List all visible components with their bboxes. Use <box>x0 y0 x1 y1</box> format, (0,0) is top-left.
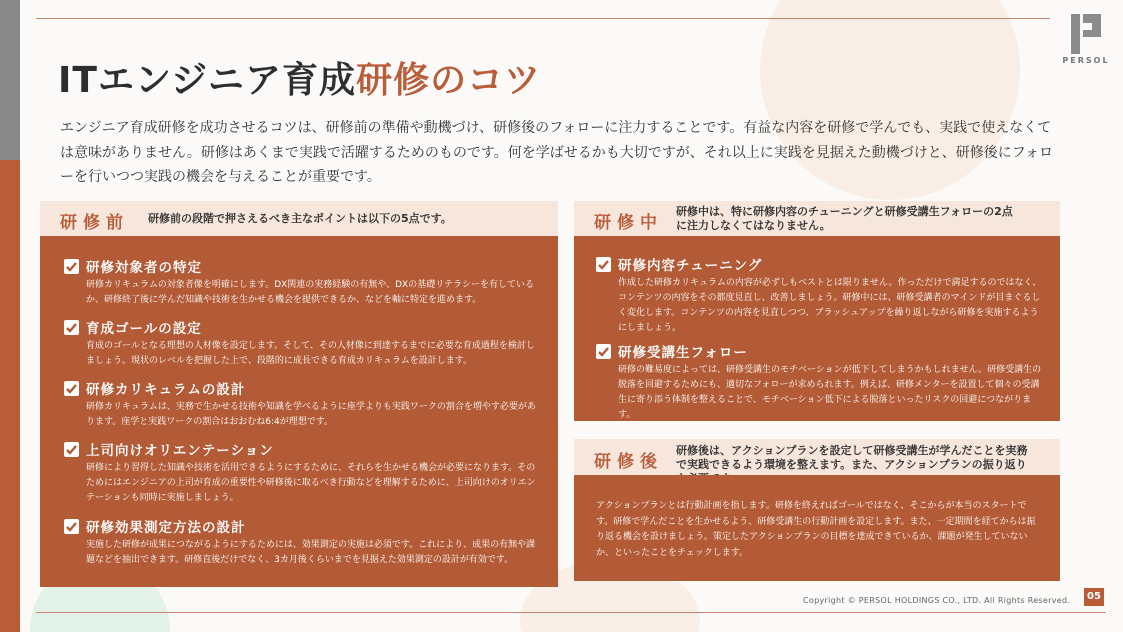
panel-after-header <box>574 439 1060 475</box>
before-item-desc: 研修カリキュラムは、実務で生かせる技術や知識を学べるように座学よりも実践ワークの割合を増やす必要があります。座学と実践ワークの割合はおおむね6:4が理想です。 <box>86 402 536 427</box>
check-icon <box>596 257 611 272</box>
left-accent-bar-orange <box>0 160 20 632</box>
before-item-title: 研修カリキュラムの設計 <box>86 382 246 398</box>
panel-after-body <box>574 475 1060 581</box>
panel-during-header-text: 研修中は、特に研修内容のチューニングと研修受講生フォローの2点に注力しなくてはなりません。 <box>676 205 1013 232</box>
left-accent-bar-gray <box>0 0 20 160</box>
check-icon <box>64 381 79 396</box>
copyright: Copyright © PERSOL HOLDINGS CO., LTD. All Rights Reserved. <box>803 596 1071 605</box>
before-item-5 <box>64 518 544 574</box>
bottom-divider <box>36 612 1106 613</box>
panel-before-label: 研修前 <box>60 213 129 233</box>
before-item-2 <box>64 319 544 375</box>
logo-text: PERSOL <box>1062 56 1110 65</box>
before-item-title: 上司向けオリエンテーション <box>86 443 274 459</box>
panel-before-header <box>40 201 558 236</box>
before-item-title: 研修効果測定方法の設計 <box>86 520 246 536</box>
panel-during-label: 研修中 <box>594 213 663 233</box>
panel-after-label: 研修後 <box>594 452 663 472</box>
before-item-desc: 研修カリキュラムの対象者像を明確にします。DX関連の実務経験の有無や、DXの基礎リテラシーを有しているか、研修終了後に学んだ知識や技術を生かせる機会を提供できるか、などを軸に特定を進めます。 <box>86 280 535 305</box>
before-item-1 <box>64 258 544 314</box>
persol-logo <box>1062 14 1110 68</box>
before-item-3 <box>64 380 544 436</box>
page-number: 05 <box>1084 588 1104 606</box>
check-icon <box>64 519 79 534</box>
panel-before <box>40 201 558 587</box>
panel-before-header-text: 研修前の段階で押さえるべき主なポイントは以下の5点です。 <box>148 212 452 225</box>
check-icon <box>64 442 79 457</box>
check-icon <box>64 320 79 335</box>
intro-paragraph: エンジニア育成研修を成功させるコツは、研修前の準備や動機づけ、研修後のフォローに注力することです。有益な内容を研修で学んでも、実践で使えなくては意味がありません。研修はあくまで実践で活躍するためのものです。何を学ばせるかも大切ですが、それ以上に実践を見据えた動機づけと、研修後にフォローを行いつつ実践の機会を与えることが重要です。 <box>60 120 1054 185</box>
panel-before-body <box>40 236 558 587</box>
panel-after-header-text: 研修後は、アクションプランを設定して研修受講生が学んだことを実務で実践できるよう環境を整えます。また、アクションプランの振り返り <box>676 444 1028 471</box>
before-item-desc: 実施した研修が成果につながるようにするためには、効果測定の実施は必須です。これにより、成果の有無や課題などを抽出できます。研修直後だけでなく、3カ月後くらいまでを見据えた効果測定の設計が有効です。 <box>86 540 536 565</box>
page-title <box>58 52 541 103</box>
during-item-desc: 研修の難易度によっては、研修受講生のモチベーションが低下してしまうかもしれません。研修受講生の脱落を回避するためにも、適切なフォローが求められます。例えば、研修メンターを設置して個々の受講生に寄り添う体制を整えることで、モチベーション低下による脱落といったリスクの回避につながります。 <box>618 365 1042 420</box>
page-title-accent: 研修のコツ <box>356 60 542 101</box>
before-item-title: 育成ゴールの設定 <box>86 321 202 337</box>
during-item-1 <box>596 256 1046 336</box>
before-item-desc: 研修により習得した知識や技術を活用できるようにするために、それらを生かせる機会が必要になります。そのためにはエンジニアの上司が育成の重要性や研修後に取るべき行動などを理解するために、上司向けのオリエンテーションも同時に実施しましょう。 <box>86 463 536 503</box>
during-item-title: 研修受講生フォロー <box>618 345 748 361</box>
panel-during-header <box>574 201 1060 236</box>
check-icon <box>64 259 79 274</box>
during-item-2 <box>596 343 1046 420</box>
before-item-desc: 育成のゴールとなる理想の人材像を設定します。そして、その人材像に到達するまでに必要な育成過程を検討しましょう。現状のレベルを把握した上で、段階的に成長できる育成カリキュラムを設計します。 <box>86 341 535 366</box>
before-item-title: 研修対象者の特定 <box>86 260 202 276</box>
during-item-title: 研修内容チューニング <box>618 258 763 274</box>
during-item-desc: 作成した研修カリキュラムの内容が必ずしもベストとは限りません。作っただけで満足するのではなく、コンテンツの内容をその都度見直し、改善しましょう。研修中には、研修受講者のマインドが目まぐるしく変化します。コンテンツの内容を見直しつつ、ブラッシュアップを繰り返しながら研修を実施するようにしましょう。 <box>618 278 1042 333</box>
persol-logo-icon <box>1071 14 1101 54</box>
page-title-main: ITエンジニア育成 <box>58 60 357 101</box>
top-divider <box>36 18 1050 19</box>
panel-during <box>574 201 1060 421</box>
after-body-text: アクションプランとは行動計画を指します。研修を終えればゴールではなく、そこからが本当のスタートです。研修で学んだことを生かせるよう、研修受講生の行動計画を設定します。また、一定期間を経てからは振り返る機会を設けましょう。策定したアクションプランの目標を達成できているか、課題が発生していないか、といったことをチェックします。 <box>596 501 1036 558</box>
check-icon <box>596 344 611 359</box>
panel-after <box>574 439 1060 581</box>
panel-during-body <box>574 236 1060 421</box>
before-item-4 <box>64 441 544 513</box>
